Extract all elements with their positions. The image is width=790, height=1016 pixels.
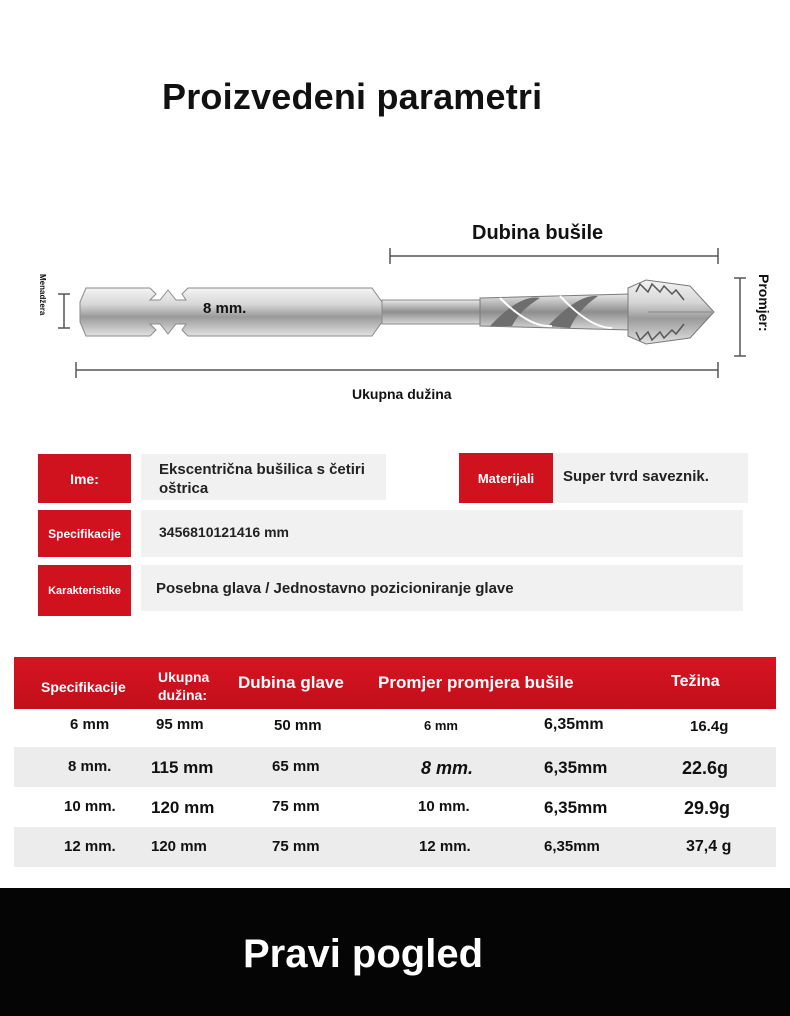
- table-row: [14, 747, 776, 787]
- cell-shank: 6,35mm: [544, 716, 604, 733]
- footer-band: [0, 888, 790, 1016]
- left-side-label: Menadžera: [38, 274, 47, 316]
- cell-spec: 6 mm: [70, 716, 110, 733]
- cell-shank: 6,35mm: [544, 798, 608, 817]
- cell-total-length: 115 mm: [151, 758, 214, 777]
- cell-total-length: 120 mm: [151, 838, 207, 855]
- cell-total-length: 95 mm: [156, 716, 204, 733]
- header-diameter: Promjer promjera bušile: [378, 673, 574, 692]
- cell-head-depth: 75 mm: [272, 798, 320, 815]
- material-value: Super tvrd saveznik.: [553, 453, 748, 503]
- total-length-label: Ukupna dužina: [352, 386, 452, 402]
- cell-total-length: 120 mm: [151, 798, 215, 817]
- cell-weight: 16.4g: [690, 718, 729, 735]
- cell-diameter: 12 mm.: [419, 838, 471, 855]
- cell-weight: 37,4 g: [686, 838, 732, 855]
- features-label: Karakteristike: [38, 565, 131, 616]
- table-header: [14, 657, 776, 709]
- cell-diameter: 6 mm: [424, 718, 458, 733]
- header-head-depth: Dubina glave: [238, 673, 344, 692]
- cell-spec: 8 mm.: [68, 758, 112, 775]
- cell-spec: 12 mm.: [64, 838, 116, 855]
- header-spec: Specifikacije: [41, 679, 126, 695]
- material-label: Materijali: [459, 453, 553, 503]
- drill-diagram: [0, 210, 790, 420]
- cell-weight: 29.9g: [684, 798, 731, 818]
- cell-head-depth: 50 mm: [274, 717, 322, 734]
- table-row: [14, 827, 776, 867]
- cell-diameter: 8 mm.: [421, 758, 474, 778]
- spec-label: Specifikacije: [38, 510, 131, 557]
- shank-label: 8 mm.: [203, 300, 247, 317]
- cell-weight: 22.6g: [682, 758, 729, 778]
- cell-head-depth: 65 mm: [272, 758, 320, 775]
- footer-title: Pravi pogled: [242, 932, 484, 976]
- right-side-label: Promjer:: [756, 274, 772, 332]
- cell-shank: 6,35mm: [544, 758, 608, 777]
- cell-spec: 10 mm.: [64, 798, 116, 815]
- name-label: Ime:: [38, 454, 131, 503]
- depth-label: Dubina bušile: [472, 222, 604, 244]
- table-row: [14, 787, 776, 827]
- features-value: Posebna glava / Jednostavno pozicioniranje glave: [141, 565, 743, 611]
- header-weight: Težina: [671, 673, 720, 690]
- name-value: Ekscentrična bušilica s četiri oštrica: [141, 454, 386, 500]
- spec-value: 3456810121416 mm: [141, 510, 743, 557]
- page-title: Proizvedeni parametri: [162, 76, 543, 117]
- header-total-length: Ukupna dužina:: [158, 669, 210, 703]
- cell-shank: 6,35mm: [544, 838, 600, 855]
- table-row: [14, 709, 776, 743]
- cell-diameter: 10 mm.: [418, 798, 470, 815]
- spec-table: [14, 657, 776, 867]
- cell-head-depth: 75 mm: [272, 838, 320, 855]
